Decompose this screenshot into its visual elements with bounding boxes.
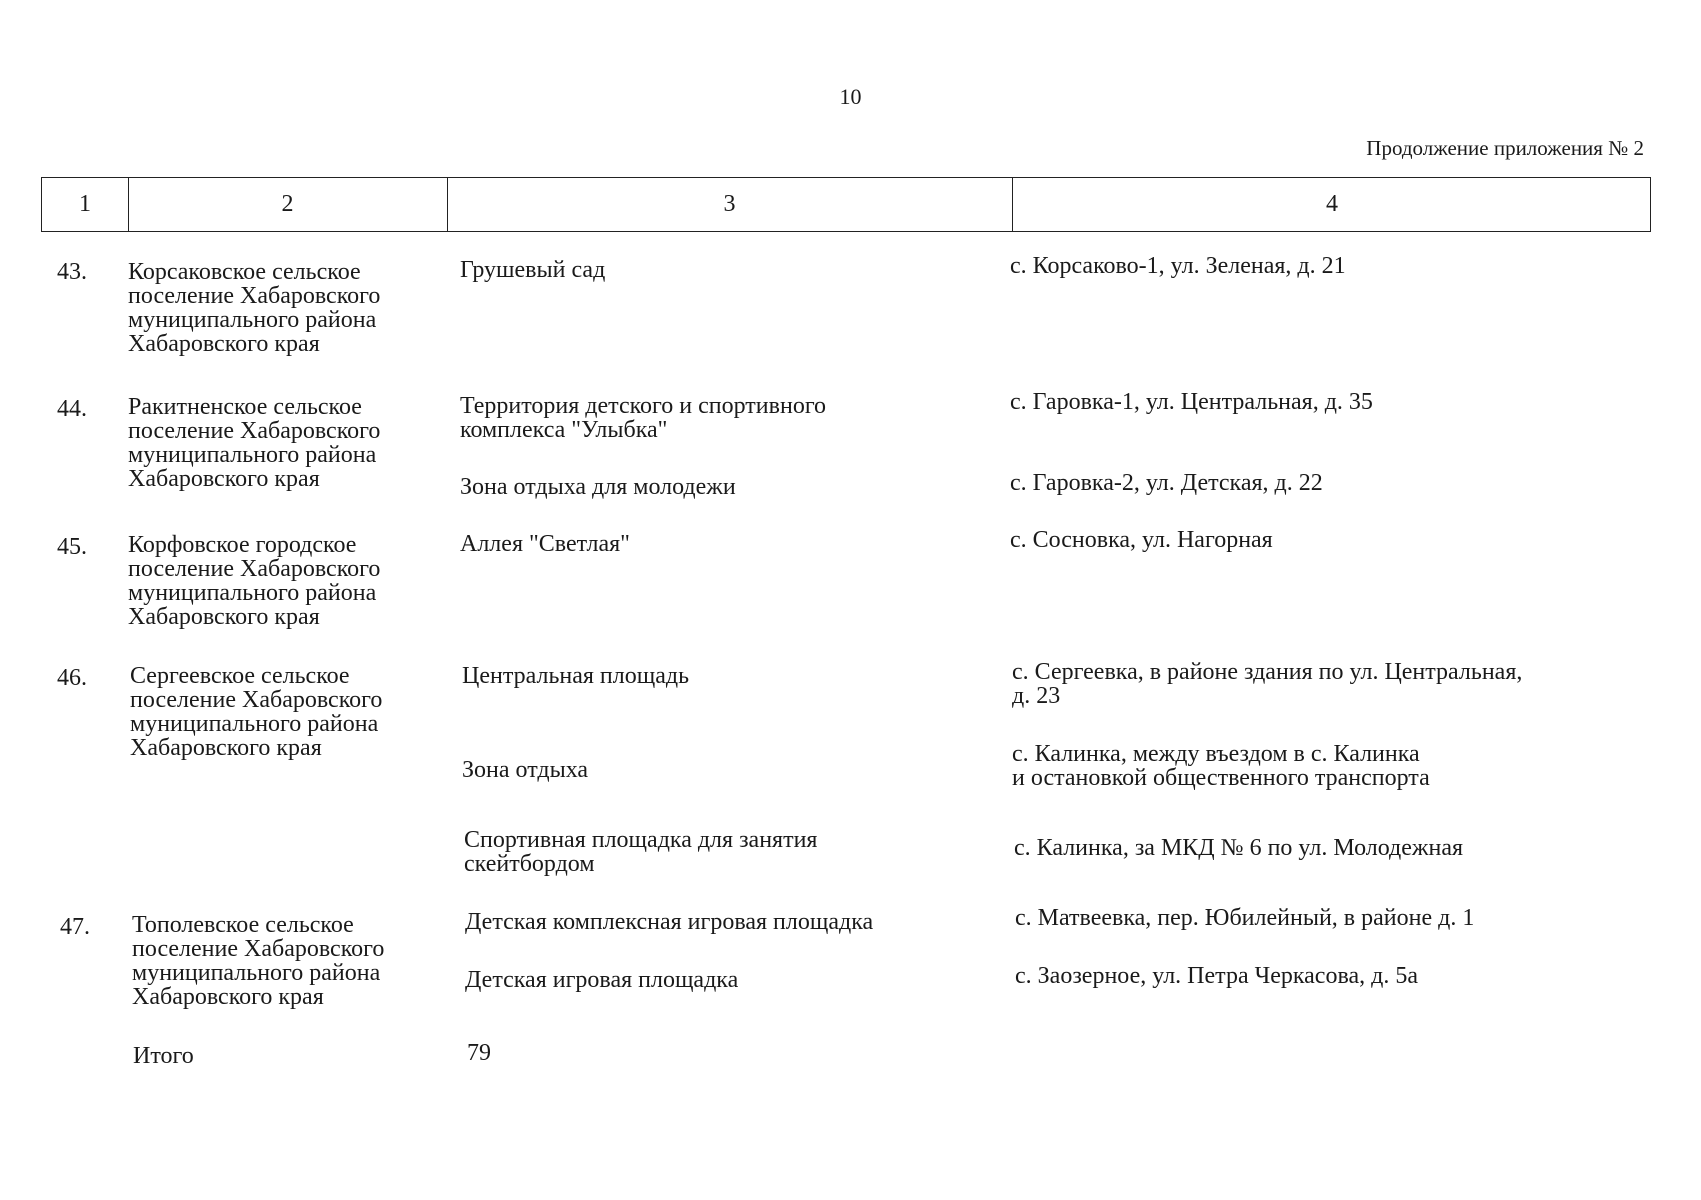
page-number: 10 — [839, 84, 862, 109]
row-number: 46. — [57, 665, 87, 691]
total-value: 79 — [467, 1040, 491, 1066]
object-address: с. Гаровка-1, ул. Центральная, д. 35 — [1010, 389, 1373, 415]
header-col-1: 1 — [79, 191, 91, 217]
settlement-name: Тополевское сельское поселение Хабаровского муниципального района Хабаровского края — [132, 912, 385, 1010]
settlement-name: Ракитненское сельское поселение Хабаровского муниципального района Хабаровского края — [128, 394, 381, 492]
object-name: Аллея "Светлая" — [460, 531, 630, 557]
settlement-name: Корфовское городское поселение Хабаровского муниципального района Хабаровского края — [128, 532, 381, 630]
object-name: Детская игровая площадка — [465, 967, 739, 993]
object-name: Детская комплексная игровая площадка — [465, 909, 874, 935]
object-name: Центральная площадь — [462, 663, 690, 689]
object-address: с. Заозерное, ул. Петра Черкасова, д. 5а — [1015, 963, 1418, 989]
settlement-name: Корсаковское сельское поселение Хабаровского муниципального района Хабаровского края — [128, 259, 381, 357]
header-col-3: 3 — [723, 191, 736, 217]
object-name: Спортивная площадка для занятия скейтбордом — [464, 827, 818, 877]
object-address: с. Калинка, между въездом в с. Калинка и остановкой общественного транспорта — [1012, 741, 1430, 791]
row-number: 43. — [57, 259, 87, 285]
total-label: Итого — [133, 1043, 194, 1069]
object-name: Зона отдыха — [462, 757, 589, 783]
object-address: с. Калинка, за МКД № 6 по ул. Молодежная — [1014, 835, 1464, 861]
object-name: Территория детского и спортивного комплекса "Улыбка" — [460, 393, 827, 443]
settlement-name: Сергеевское сельское поселение Хабаровского муниципального района Хабаровского края — [130, 663, 383, 761]
table-header — [41, 177, 1651, 232]
object-name: Грушевый сад — [460, 257, 606, 283]
row-number: 45. — [57, 534, 87, 560]
object-address: с. Гаровка-2, ул. Детская, д. 22 — [1010, 470, 1323, 496]
object-address: с. Сергеевка, в районе здания по ул. Центральная, д. 23 — [1012, 659, 1523, 709]
header-col-4: 4 — [1326, 191, 1338, 217]
object-name: Зона отдыха для молодежи — [460, 474, 736, 500]
appendix-continuation: Продолжение приложения № 2 — [1366, 136, 1644, 160]
header-col-2: 2 — [281, 191, 294, 217]
row-number: 47. — [60, 914, 90, 940]
object-address: с. Матвеевка, пер. Юбилейный, в районе д. 1 — [1015, 905, 1475, 931]
object-address: с. Корсаково-1, ул. Зеленая, д. 21 — [1010, 253, 1346, 279]
object-address: с. Сосновка, ул. Нагорная — [1010, 527, 1273, 553]
row-number: 44. — [57, 396, 87, 422]
